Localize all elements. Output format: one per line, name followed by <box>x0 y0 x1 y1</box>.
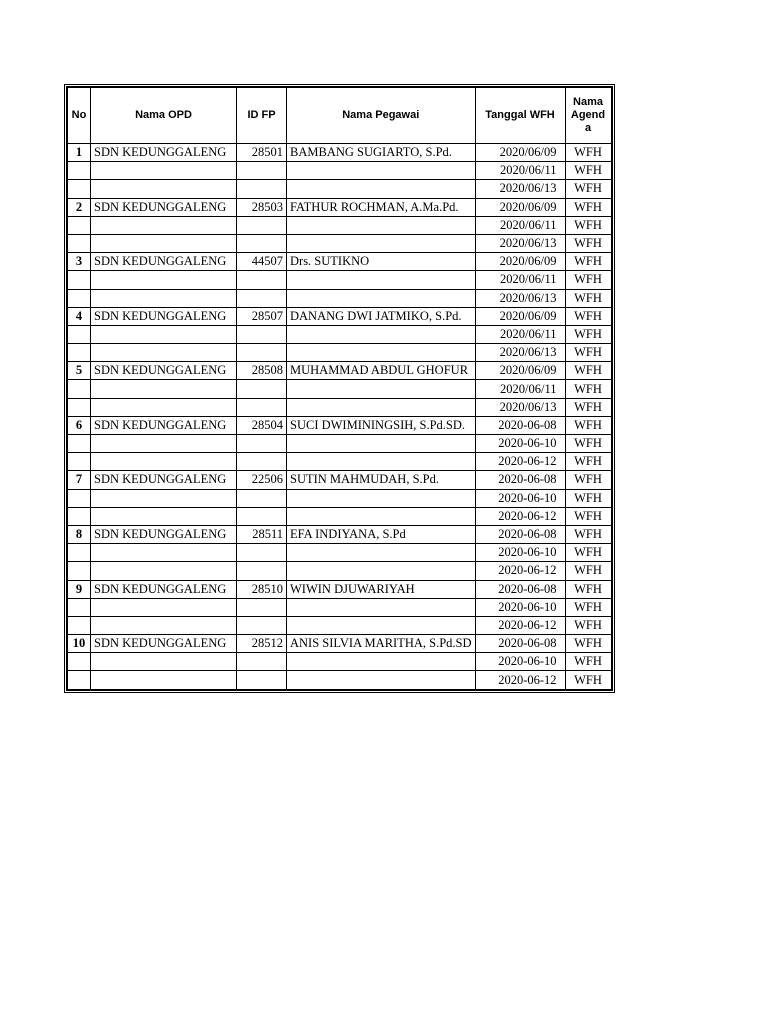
cell-no <box>68 653 91 671</box>
cell-no <box>68 180 91 198</box>
cell-nama-pegawai: SUTIN MAHMUDAH, S.Pd. <box>287 471 476 489</box>
cell-no <box>68 489 91 507</box>
cell-nama-pegawai <box>287 453 476 471</box>
cell-tanggal-wfh: 2020-06-10 <box>475 653 565 671</box>
cell-nama-opd <box>91 671 237 689</box>
cell-nama-opd <box>91 616 237 634</box>
cell-nama-agenda: WFH <box>565 489 611 507</box>
cell-nama-agenda: WFH <box>565 380 611 398</box>
cell-id-fp: 28503 <box>237 198 287 216</box>
table-row <box>68 598 612 616</box>
cell-nama-opd <box>91 489 237 507</box>
cell-nama-agenda: WFH <box>565 271 611 289</box>
cell-nama-opd: SDN KEDUNGGALENG <box>91 144 237 162</box>
cell-id-fp <box>237 598 287 616</box>
cell-tanggal-wfh: 2020-06-10 <box>475 489 565 507</box>
cell-id-fp: 28511 <box>237 525 287 543</box>
cell-id-fp <box>237 216 287 234</box>
header-tanggal-wfh: Tanggal WFH <box>475 88 565 144</box>
cell-id-fp <box>237 544 287 562</box>
cell-nama-opd <box>91 598 237 616</box>
cell-nama-opd <box>91 562 237 580</box>
cell-nama-agenda: WFH <box>565 253 611 271</box>
table-row <box>68 271 612 289</box>
cell-tanggal-wfh: 2020-06-12 <box>475 616 565 634</box>
cell-nama-pegawai: MUHAMMAD ABDUL GHOFUR <box>287 362 476 380</box>
cell-nama-agenda: WFH <box>565 162 611 180</box>
table-row <box>68 471 612 489</box>
cell-no: 9 <box>68 580 91 598</box>
cell-id-fp <box>237 653 287 671</box>
cell-nama-agenda: WFH <box>565 344 611 362</box>
cell-tanggal-wfh: 2020-06-10 <box>475 544 565 562</box>
cell-nama-pegawai <box>287 271 476 289</box>
cell-id-fp <box>237 489 287 507</box>
cell-nama-opd <box>91 380 237 398</box>
cell-id-fp: 28508 <box>237 362 287 380</box>
cell-tanggal-wfh: 2020-06-12 <box>475 507 565 525</box>
cell-nama-opd <box>91 653 237 671</box>
cell-nama-pegawai <box>287 562 476 580</box>
cell-id-fp: 28501 <box>237 144 287 162</box>
cell-no <box>68 671 91 689</box>
cell-id-fp <box>237 271 287 289</box>
table-row <box>68 507 612 525</box>
cell-nama-agenda: WFH <box>565 325 611 343</box>
cell-nama-agenda: WFH <box>565 289 611 307</box>
table-row <box>68 216 612 234</box>
wfh-table-sheet <box>64 84 615 693</box>
cell-tanggal-wfh: 2020-06-12 <box>475 453 565 471</box>
cell-no <box>68 398 91 416</box>
cell-nama-opd <box>91 398 237 416</box>
cell-id-fp <box>237 344 287 362</box>
table-row <box>68 635 612 653</box>
table-row <box>68 453 612 471</box>
table-row <box>68 525 612 543</box>
cell-nama-pegawai: ANIS SILVIA MARITHA, S.Pd.SD <box>287 635 476 653</box>
cell-tanggal-wfh: 2020/06/13 <box>475 398 565 416</box>
table-row <box>68 544 612 562</box>
cell-nama-opd: SDN KEDUNGGALENG <box>91 635 237 653</box>
cell-nama-opd <box>91 162 237 180</box>
cell-nama-agenda: WFH <box>565 398 611 416</box>
cell-tanggal-wfh: 2020/06/13 <box>475 234 565 252</box>
cell-nama-agenda: WFH <box>565 580 611 598</box>
cell-nama-agenda: WFH <box>565 198 611 216</box>
table-row <box>68 325 612 343</box>
cell-id-fp <box>237 507 287 525</box>
table-row <box>68 253 612 271</box>
cell-tanggal-wfh: 2020/06/11 <box>475 271 565 289</box>
cell-no <box>68 435 91 453</box>
cell-no <box>68 289 91 307</box>
cell-nama-opd <box>91 180 237 198</box>
cell-no <box>68 507 91 525</box>
table-row <box>68 234 612 252</box>
cell-nama-pegawai: BAMBANG SUGIARTO, S.Pd. <box>287 144 476 162</box>
cell-nama-pegawai <box>287 671 476 689</box>
cell-nama-agenda: WFH <box>565 453 611 471</box>
cell-no: 4 <box>68 307 91 325</box>
cell-nama-pegawai <box>287 598 476 616</box>
cell-no: 7 <box>68 471 91 489</box>
cell-nama-pegawai <box>287 162 476 180</box>
cell-no <box>68 562 91 580</box>
cell-no: 3 <box>68 253 91 271</box>
cell-nama-agenda: WFH <box>565 180 611 198</box>
cell-nama-pegawai <box>287 289 476 307</box>
cell-id-fp: 22506 <box>237 471 287 489</box>
cell-no <box>68 598 91 616</box>
cell-tanggal-wfh: 2020/06/11 <box>475 216 565 234</box>
cell-nama-agenda: WFH <box>565 471 611 489</box>
cell-nama-pegawai <box>287 489 476 507</box>
cell-nama-opd: SDN KEDUNGGALENG <box>91 362 237 380</box>
cell-no <box>68 162 91 180</box>
cell-no <box>68 344 91 362</box>
cell-no <box>68 216 91 234</box>
cell-nama-agenda: WFH <box>565 598 611 616</box>
cell-nama-agenda: WFH <box>565 653 611 671</box>
cell-nama-pegawai <box>287 616 476 634</box>
header-row <box>68 88 612 144</box>
cell-nama-opd <box>91 344 237 362</box>
cell-no <box>68 234 91 252</box>
cell-no: 5 <box>68 362 91 380</box>
cell-tanggal-wfh: 2020/06/13 <box>475 289 565 307</box>
cell-no <box>68 380 91 398</box>
cell-no <box>68 271 91 289</box>
cell-id-fp: 28504 <box>237 416 287 434</box>
table-row <box>68 489 612 507</box>
cell-nama-pegawai <box>287 344 476 362</box>
cell-no: 8 <box>68 525 91 543</box>
cell-nama-opd <box>91 507 237 525</box>
cell-no <box>68 544 91 562</box>
cell-id-fp <box>237 398 287 416</box>
header-nama-pegawai: Nama Pegawai <box>287 88 476 144</box>
cell-nama-agenda: WFH <box>565 562 611 580</box>
cell-id-fp <box>237 380 287 398</box>
cell-tanggal-wfh: 2020-06-08 <box>475 416 565 434</box>
header-id-fp: ID FP <box>237 88 287 144</box>
cell-id-fp <box>237 671 287 689</box>
cell-nama-pegawai <box>287 325 476 343</box>
cell-nama-opd <box>91 435 237 453</box>
cell-tanggal-wfh: 2020-06-08 <box>475 525 565 543</box>
cell-nama-pegawai <box>287 398 476 416</box>
cell-nama-opd: SDN KEDUNGGALENG <box>91 471 237 489</box>
cell-nama-pegawai <box>287 234 476 252</box>
cell-nama-agenda: WFH <box>565 525 611 543</box>
cell-no <box>68 616 91 634</box>
cell-tanggal-wfh: 2020/06/11 <box>475 162 565 180</box>
cell-tanggal-wfh: 2020/06/09 <box>475 198 565 216</box>
table-row <box>68 289 612 307</box>
cell-nama-opd: SDN KEDUNGGALENG <box>91 416 237 434</box>
table-row <box>68 671 612 689</box>
cell-id-fp <box>237 562 287 580</box>
cell-id-fp <box>237 453 287 471</box>
cell-nama-agenda: WFH <box>565 507 611 525</box>
cell-id-fp <box>237 325 287 343</box>
cell-nama-agenda: WFH <box>565 234 611 252</box>
cell-id-fp <box>237 616 287 634</box>
cell-nama-opd: SDN KEDUNGGALENG <box>91 307 237 325</box>
cell-id-fp: 28510 <box>237 580 287 598</box>
cell-tanggal-wfh: 2020/06/09 <box>475 307 565 325</box>
cell-id-fp: 28507 <box>237 307 287 325</box>
cell-nama-pegawai: SUCI DWIMININGSIH, S.Pd.SD. <box>287 416 476 434</box>
cell-nama-pegawai <box>287 380 476 398</box>
cell-nama-opd: SDN KEDUNGGALENG <box>91 580 237 598</box>
cell-nama-agenda: WFH <box>565 544 611 562</box>
cell-no <box>68 325 91 343</box>
cell-nama-opd <box>91 216 237 234</box>
cell-no: 1 <box>68 144 91 162</box>
cell-nama-pegawai <box>287 544 476 562</box>
cell-id-fp: 44507 <box>237 253 287 271</box>
cell-id-fp <box>237 435 287 453</box>
cell-nama-agenda: WFH <box>565 307 611 325</box>
cell-tanggal-wfh: 2020/06/11 <box>475 325 565 343</box>
cell-no: 2 <box>68 198 91 216</box>
cell-nama-agenda: WFH <box>565 362 611 380</box>
cell-nama-pegawai: DANANG DWI JATMIKO, S.Pd. <box>287 307 476 325</box>
header-nama-opd: Nama OPD <box>91 88 237 144</box>
cell-no: 6 <box>68 416 91 434</box>
cell-nama-opd <box>91 271 237 289</box>
cell-nama-opd <box>91 544 237 562</box>
cell-tanggal-wfh: 2020/06/11 <box>475 380 565 398</box>
cell-nama-opd: SDN KEDUNGGALENG <box>91 525 237 543</box>
header-no: No <box>68 88 91 144</box>
table-row <box>68 162 612 180</box>
table-body <box>68 144 612 690</box>
cell-nama-opd: SDN KEDUNGGALENG <box>91 253 237 271</box>
cell-nama-pegawai: EFA INDIYANA, S.Pd <box>287 525 476 543</box>
cell-nama-pegawai <box>287 435 476 453</box>
table-row <box>68 380 612 398</box>
table-row <box>68 144 612 162</box>
table-row <box>68 198 612 216</box>
cell-nama-opd <box>91 234 237 252</box>
cell-tanggal-wfh: 2020-06-10 <box>475 598 565 616</box>
cell-nama-opd <box>91 325 237 343</box>
header-nama-agenda: Nama Agend a <box>565 88 611 144</box>
cell-nama-pegawai: WIWIN DJUWARIYAH <box>287 580 476 598</box>
cell-nama-agenda: WFH <box>565 416 611 434</box>
table-row <box>68 616 612 634</box>
cell-id-fp <box>237 162 287 180</box>
cell-nama-agenda: WFH <box>565 144 611 162</box>
cell-nama-opd <box>91 289 237 307</box>
cell-tanggal-wfh: 2020/06/09 <box>475 362 565 380</box>
cell-no <box>68 453 91 471</box>
cell-nama-pegawai: FATHUR ROCHMAN, A.Ma.Pd. <box>287 198 476 216</box>
cell-tanggal-wfh: 2020-06-08 <box>475 635 565 653</box>
cell-tanggal-wfh: 2020-06-08 <box>475 580 565 598</box>
cell-tanggal-wfh: 2020/06/13 <box>475 344 565 362</box>
cell-tanggal-wfh: 2020/06/13 <box>475 180 565 198</box>
cell-nama-pegawai: Drs. SUTIKNO <box>287 253 476 271</box>
cell-nama-opd: SDN KEDUNGGALENG <box>91 198 237 216</box>
table-row <box>68 398 612 416</box>
cell-id-fp <box>237 234 287 252</box>
table-row <box>68 344 612 362</box>
cell-tanggal-wfh: 2020-06-08 <box>475 471 565 489</box>
table-row <box>68 653 612 671</box>
table-row <box>68 416 612 434</box>
cell-nama-agenda: WFH <box>565 216 611 234</box>
cell-tanggal-wfh: 2020-06-12 <box>475 562 565 580</box>
table-row <box>68 580 612 598</box>
table-row <box>68 435 612 453</box>
cell-nama-agenda: WFH <box>565 635 611 653</box>
wfh-table <box>67 87 612 690</box>
cell-id-fp: 28512 <box>237 635 287 653</box>
cell-tanggal-wfh: 2020/06/09 <box>475 144 565 162</box>
cell-id-fp <box>237 180 287 198</box>
cell-nama-pegawai <box>287 180 476 198</box>
cell-nama-agenda: WFH <box>565 671 611 689</box>
table-row <box>68 307 612 325</box>
cell-nama-opd <box>91 453 237 471</box>
cell-nama-pegawai <box>287 653 476 671</box>
table-row <box>68 180 612 198</box>
cell-nama-agenda: WFH <box>565 435 611 453</box>
cell-tanggal-wfh: 2020-06-10 <box>475 435 565 453</box>
cell-nama-agenda: WFH <box>565 616 611 634</box>
cell-id-fp <box>237 289 287 307</box>
cell-tanggal-wfh: 2020/06/09 <box>475 253 565 271</box>
cell-no: 10 <box>68 635 91 653</box>
table-row <box>68 362 612 380</box>
table-row <box>68 562 612 580</box>
cell-tanggal-wfh: 2020-06-12 <box>475 671 565 689</box>
cell-nama-pegawai <box>287 507 476 525</box>
cell-nama-pegawai <box>287 216 476 234</box>
